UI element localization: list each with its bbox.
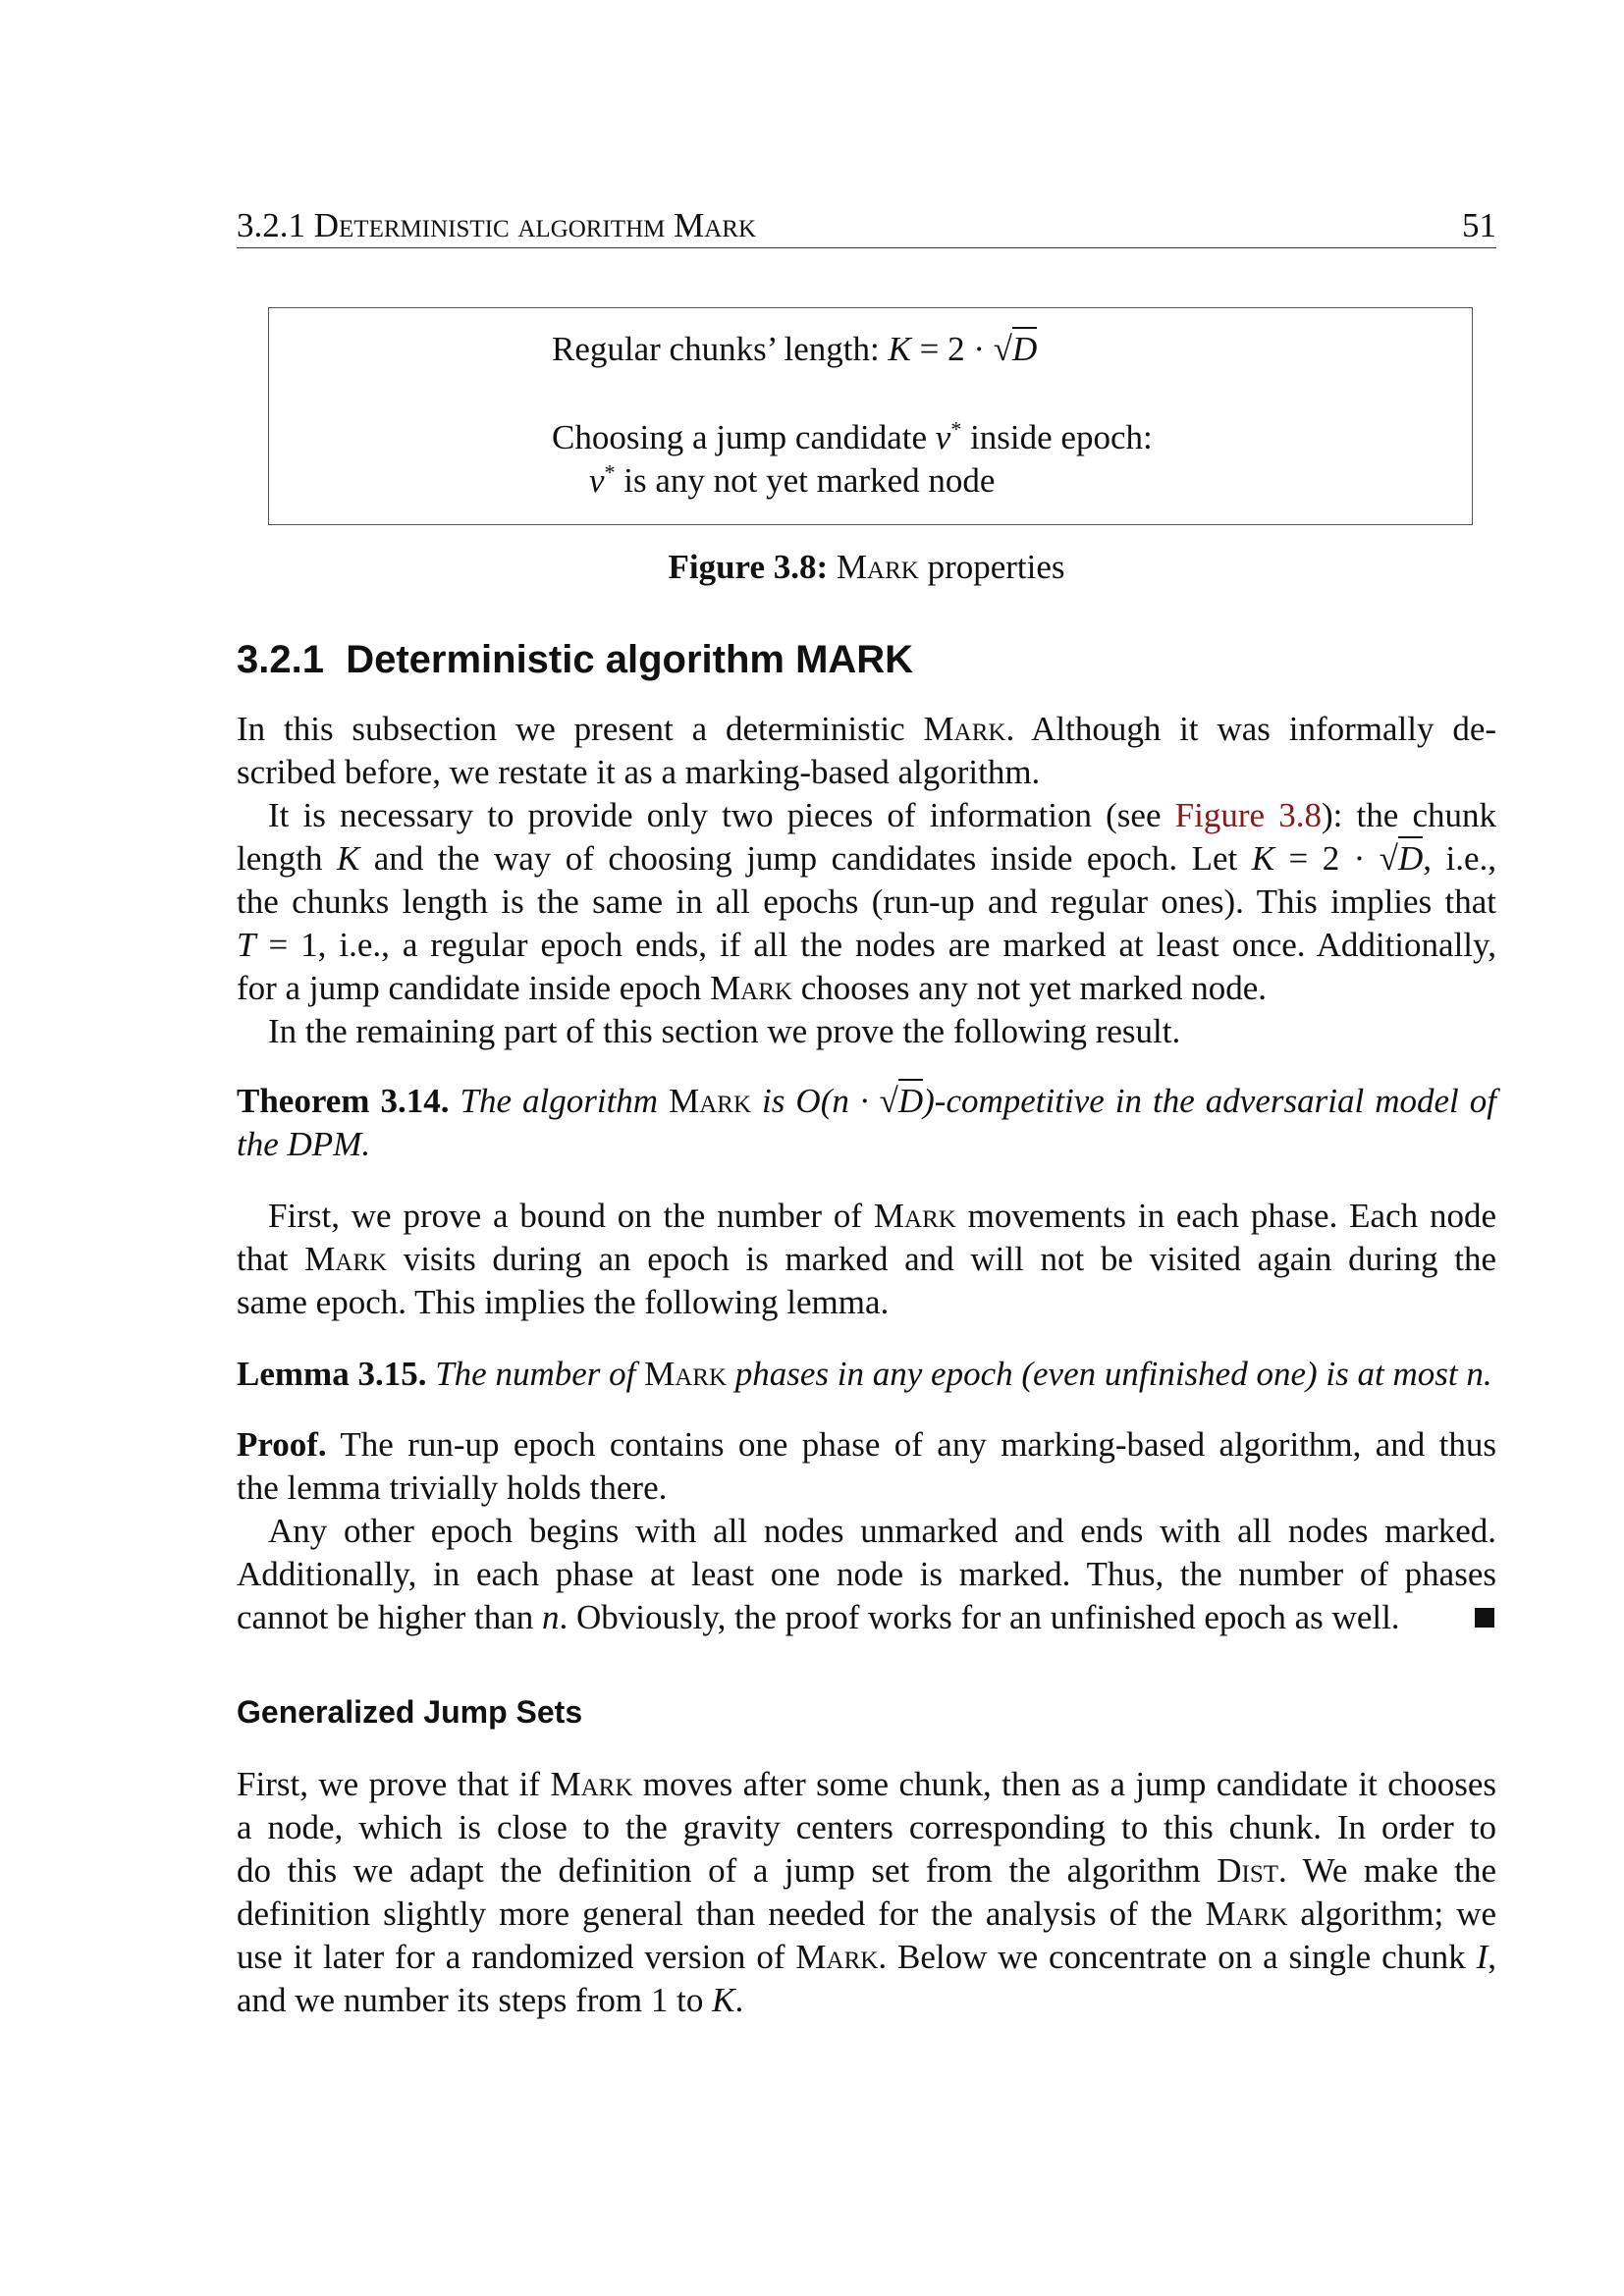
proof-line5: [237, 1596, 1496, 1639]
lemma: [237, 1353, 1496, 1396]
intro-p1-line2: scribed before, we restate it as a marking-based algorithm.: [237, 753, 1041, 791]
algo-dist: Dist: [1217, 1851, 1278, 1890]
caption-text: properties: [918, 548, 1065, 586]
qed-square-icon: [1475, 1608, 1494, 1628]
figure-box: [268, 307, 1473, 525]
caption-label: Figure 3.8:: [668, 548, 829, 586]
algo-mark: Mark: [644, 1355, 728, 1393]
final-line1: [237, 1763, 1496, 1806]
proof-line4: [237, 1553, 1496, 1596]
proof-line3: [268, 1510, 1496, 1553]
algo-mark: Mark: [923, 710, 1006, 748]
intro-p2-line4: [237, 924, 1496, 967]
text-run: = 2 ·: [1274, 839, 1380, 878]
text-run: algorithm; we: [1287, 1895, 1497, 1933]
intro-p1-line1: [237, 708, 1496, 751]
math-v: v: [589, 461, 605, 500]
text-run: It is necessary to provide only two pieces of information (see: [268, 796, 1175, 834]
text-run: .: [734, 1981, 744, 2019]
intro-p2-line2: [237, 837, 1496, 881]
figure-line-any-node: [589, 459, 995, 503]
text-run: that: [237, 1240, 305, 1278]
figure-ref-link[interactable]: Figure 3.8: [1174, 796, 1322, 834]
algo-mark: Mark: [710, 969, 792, 1007]
algo-mark: Mark: [550, 1765, 633, 1803]
text-run: and the way of choosing jump candidates inside epoch. Let: [359, 839, 1252, 878]
math-eq: = 2 ·: [910, 330, 994, 368]
theorem-line1: [237, 1080, 1496, 1123]
figure-line-jump-candidate: [552, 416, 1153, 459]
text-run: . Obviously, the proof works for an unfinished epoch as well.: [559, 1598, 1400, 1636]
text-run: , i.e.,: [1423, 839, 1497, 878]
text-run: for a jump candidate inside epoch: [237, 969, 711, 1007]
text-run: First, we prove that if: [237, 1765, 551, 1803]
figure-line1-text: Regular chunks’ length:: [552, 330, 889, 368]
sqrt-arg: D: [1398, 836, 1423, 878]
text-run: moves after some chunk, then as a jump candidate it chooses: [632, 1765, 1497, 1803]
subsection-heading: Generalized Jump Sets: [237, 1694, 583, 1730]
math-T: T: [237, 926, 256, 964]
text-run: Any other epoch begins with all nodes unmarked and ends with all nodes marked.: [268, 1512, 1496, 1550]
text-run: use it later for a randomized version of: [237, 1938, 796, 1976]
intro-p2-line3: [237, 881, 1496, 924]
sqrt-D: √D: [1380, 836, 1424, 878]
sqrt-arg: D: [898, 1079, 923, 1120]
text-run: The number of: [426, 1355, 645, 1393]
sqrt-D: √D: [880, 1079, 924, 1120]
algo-mark: Mark: [669, 1082, 752, 1120]
math-K: K: [336, 839, 360, 878]
text-run: Additionally, in each phase at least one node is marked. Thus, the number of phases: [237, 1555, 1496, 1593]
sqrt-arg: D: [1012, 327, 1037, 368]
text-run: (n ·: [820, 1082, 880, 1120]
text-run: the chunks length is the same in all epochs (run-up and regular ones). This implies that: [237, 882, 1496, 921]
algo-mark: Mark: [873, 1197, 956, 1235]
text-run: ,: [1488, 1938, 1496, 1976]
header-section-title: Deterministic algorithm Mark: [313, 206, 757, 244]
theorem-line2: the DPM.: [237, 1125, 371, 1163]
page-number: 51: [1462, 206, 1496, 244]
algo-mark: Mark: [795, 1938, 879, 1976]
math-v: v: [935, 418, 951, 456]
final-line3: [237, 1849, 1496, 1893]
math-K: K: [1251, 839, 1275, 878]
text-run: = 1, i.e., a regular epoch ends, if all the nodes are marked at least once. Additionally,: [255, 926, 1496, 964]
algo-mark: Mark: [1205, 1895, 1288, 1933]
figure-line2-text-b: inside epoch:: [961, 418, 1153, 456]
proof-line1: [237, 1423, 1496, 1467]
intro-p3: In the remaining part of this section we prove the following result.: [268, 1012, 1181, 1050]
intro-p2-line1: [268, 794, 1496, 837]
text-run: First, we prove a bound on the number of: [268, 1197, 874, 1235]
caption-name: Mark: [836, 548, 919, 586]
proof-label: Proof.: [237, 1425, 327, 1464]
text-run: do this we adapt the definition of a jump set from the algorithm: [237, 1851, 1218, 1890]
text-run: visits during an epoch is marked and will not be visited again during the: [387, 1240, 1496, 1278]
lemma-label: Lemma 3.15.: [237, 1355, 427, 1393]
text-run: chooses any not yet marked node.: [791, 969, 1268, 1007]
final-line6: [237, 1979, 1496, 2022]
section-heading: 3.2.1 Deterministic algorithm MARK: [237, 638, 914, 681]
math-I: I: [1476, 1938, 1489, 1976]
text-run: cannot be higher than: [237, 1598, 543, 1636]
math-K: K: [888, 330, 911, 368]
math-n: n: [542, 1598, 560, 1636]
final-line5: [237, 1936, 1496, 1979]
para-line3: same epoch. This implies the following lemma.: [237, 1283, 890, 1321]
math-star: *: [604, 459, 616, 485]
text-run: )-competitive in the adversarial model of: [923, 1082, 1496, 1120]
math-K: K: [712, 1981, 735, 2019]
final-line2: [237, 1806, 1496, 1849]
figure-line2-text-a: Choosing a jump candidate: [552, 418, 936, 456]
sqrt-D: √D: [994, 327, 1038, 368]
text-run: a node, which is close to the gravity centers corresponding to this chunk. In order to: [237, 1808, 1496, 1846]
text-run: movements in each phase. Each node: [955, 1197, 1496, 1235]
text-run: phases in any epoch (even unfinished one) is at most n.: [727, 1355, 1492, 1393]
text-run: . We make the: [1278, 1851, 1497, 1890]
intro-p2-line5: [237, 967, 1496, 1010]
text-run: In this subsection we present a deterministic: [237, 710, 924, 748]
header-section-number: 3.2.1: [237, 206, 305, 244]
algo-mark: Mark: [304, 1240, 388, 1278]
running-header: [237, 204, 1496, 248]
text-run: length: [237, 839, 337, 878]
proof-line2: the lemma trivially holds there.: [237, 1468, 668, 1507]
math-star: *: [950, 416, 962, 442]
text-run: definition slightly more general than needed for the analysis of the: [237, 1895, 1206, 1933]
figure-caption: [237, 546, 1496, 589]
theorem-label: Theorem 3.14.: [237, 1082, 450, 1120]
text-run: ): the chunk: [1321, 796, 1496, 834]
para-line1: [268, 1195, 1496, 1238]
figure-line-chunk-length: [552, 328, 1037, 371]
text-run: is: [751, 1082, 796, 1120]
figure-line3-text: is any not yet marked node: [615, 461, 996, 500]
text-run: . Below we concentrate on a single chunk: [878, 1938, 1477, 1976]
text-run: The algorithm: [449, 1082, 670, 1120]
text-run: The run-up epoch contains one phase of any marking-based algorithm, and thus: [326, 1425, 1496, 1464]
final-line4: [237, 1893, 1496, 1936]
text-run: and we number its steps from 1 to: [237, 1981, 713, 2019]
math-O: O: [795, 1082, 821, 1120]
text-run: . Although it was informally de-: [1005, 710, 1497, 748]
para-line2: [237, 1238, 1496, 1281]
